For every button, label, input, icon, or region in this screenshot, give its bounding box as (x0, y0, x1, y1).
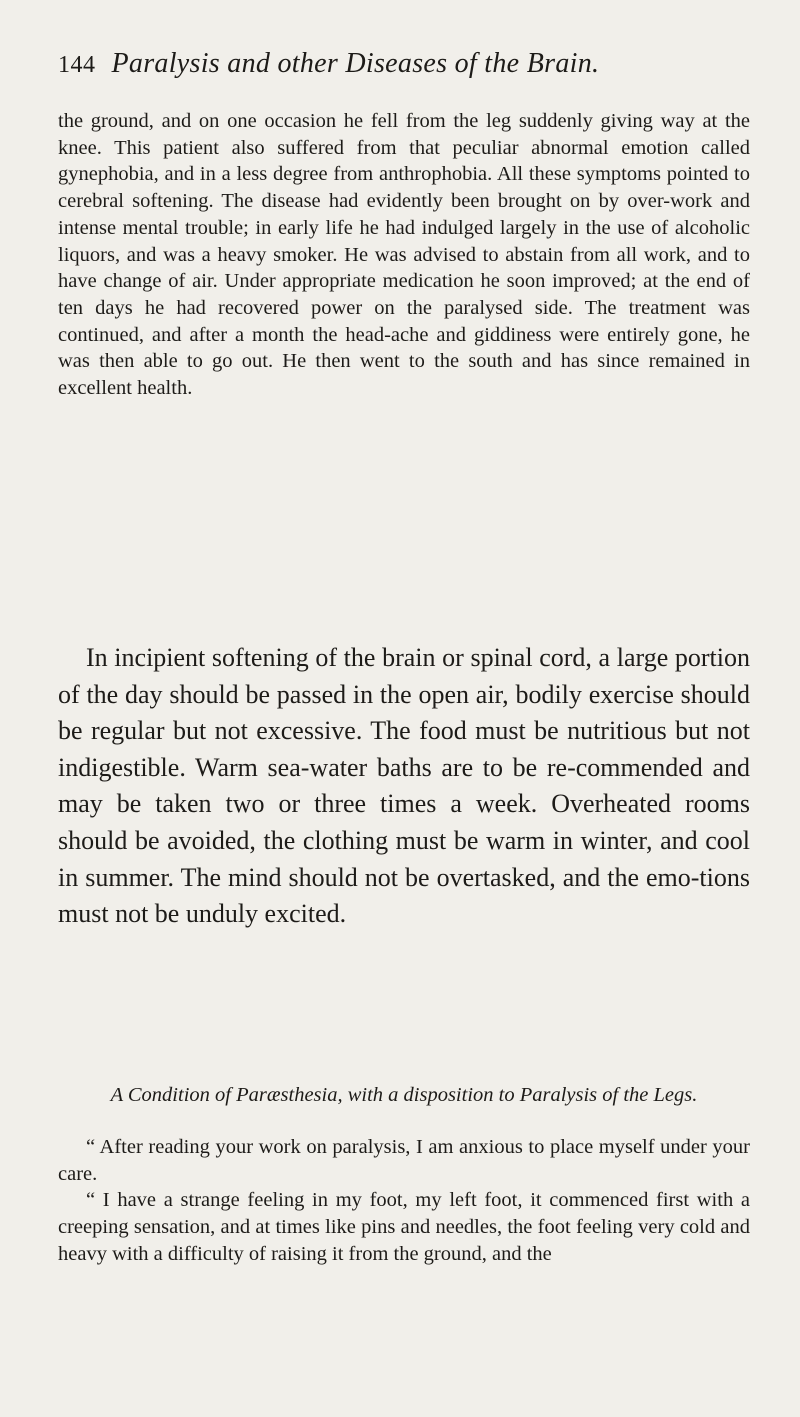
section-heading: A Condition of Paræsthesia, with a disposition to Paralysis of the Legs. (110, 1084, 698, 1106)
case-paragraph: the ground, and on one occasion he fell from the leg suddenly giving way at the knee. This patient also suffered from that peculiar abnormal emotion called gynephobia, and in a less degree from anthrophobia. All these symptoms pointed to cerebral softening. The disease had evidently been brought on by over-work and intense mental trouble; in early life he had indulged largely in the use of alcoholic liquors, and was a heavy smoker. He was advised to abstain from all work, and to have change of air. Under appropriate medication he soon improved; at the end of ten days he had recovered power on the paralysed side. The treatment was continued, and after a month the head-ache and giddiness were entirely gone, he was then able to go out. He then went to the south and has since remained in excellent health. (58, 110, 750, 400)
letter-paragraph-1: “ After reading your work on paralysis, I am anxious to place myself under your care. (58, 1136, 750, 1185)
advice-paragraph-block (58, 640, 750, 933)
page-number: 144 (58, 52, 96, 78)
case-paragraph-block (58, 108, 750, 402)
running-title: Paralysis and other Diseases of the Brain. (111, 48, 600, 79)
running-head (58, 48, 748, 92)
letter-paragraph-2: “ I have a strange feeling in my foot, my left foot, it commenced first with a creeping sensation, and at times like pins and needles, the foot feeling very cold and heavy with a difficulty of raising it from the ground, and the (58, 1189, 750, 1265)
letter-block (58, 1134, 750, 1268)
advice-paragraph: In incipient softening of the brain or spinal cord, a large portion of the day should be passed in the open air, bodily exercise should be regular but not excessive. The food must be nutritious but not indigestible. Warm sea-water baths are to be re-commended and may be taken two or three times a week. Overheated rooms should be avoided, the clothing must be warm in winter, and cool in summer. The mind should not be overtasked, and the emo-tions must not be unduly excited. (58, 643, 750, 929)
